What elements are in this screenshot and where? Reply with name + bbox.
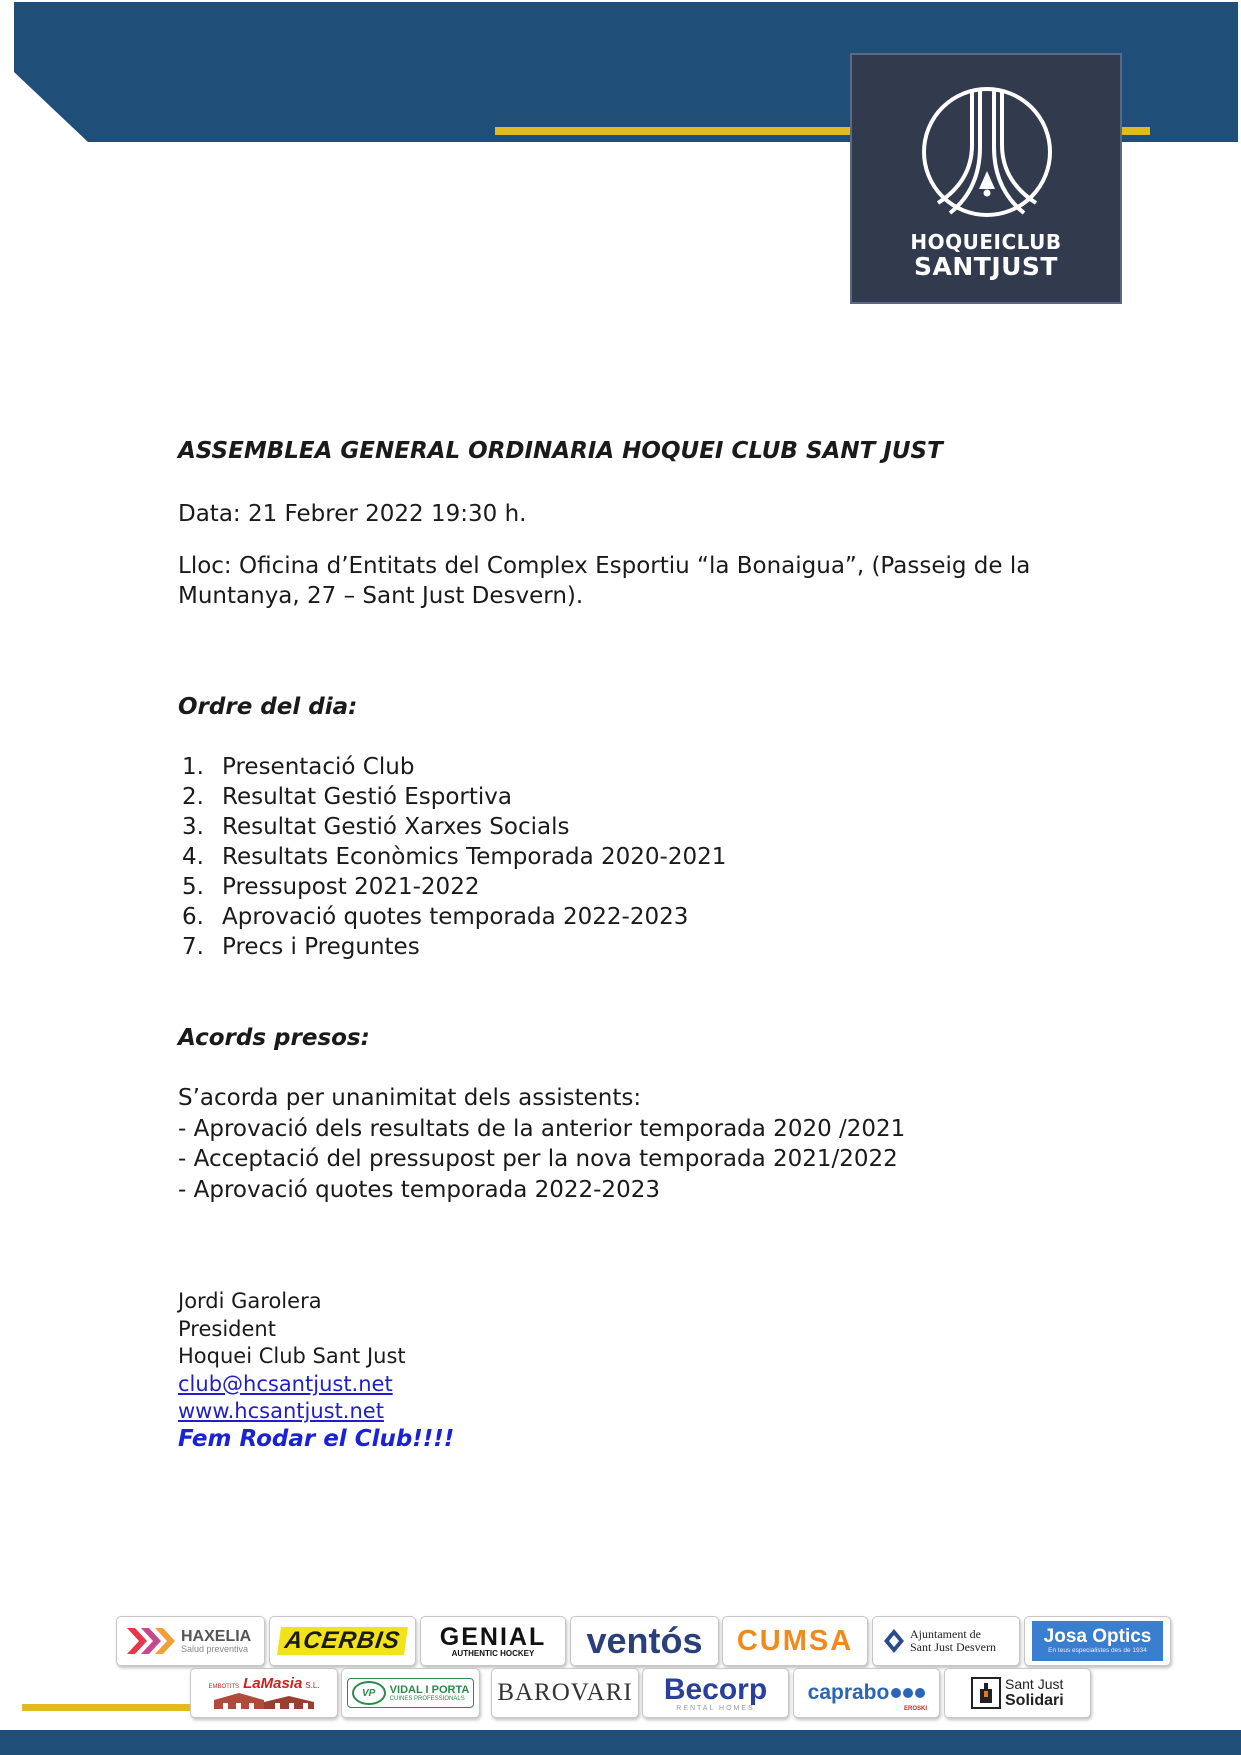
josa-name: Josa Optics	[1043, 1626, 1152, 1648]
list-item: - Acceptació del pressupost per la nova temporada 2021/2022	[178, 1146, 898, 1172]
acerbis-name: ACERBIS	[277, 1627, 408, 1655]
agenda-number: 7.	[182, 934, 204, 960]
agenda-list	[182, 752, 726, 962]
list-item	[182, 812, 726, 842]
agenda-text: Resultat Gestió Esportiva	[222, 784, 512, 810]
agenda-text: Resultat Gestió Xarxes Socials	[222, 814, 570, 840]
sponsor-ventos	[570, 1616, 719, 1666]
signer-name: Jordi Garolera	[178, 1289, 322, 1313]
footer-band	[0, 1700, 1241, 1755]
caprabo-sub: EROSKI	[903, 1706, 927, 1712]
agenda-heading: Ordre del dia:	[178, 694, 358, 720]
list-item	[182, 782, 726, 812]
barovari-name: BAROVARI	[497, 1679, 633, 1706]
list-item: - Aprovació quotes temporada 2022-2023	[178, 1176, 660, 1203]
agenda-number: 5.	[182, 874, 204, 900]
agenda-text: Pressupost 2021-2022	[222, 874, 480, 900]
genial-sub: AUTHENTIC HOCKEY	[451, 1648, 535, 1658]
josa-sub: En teus especialistes des de 1934	[1048, 1647, 1147, 1655]
logo-text-santjust: SANTJUST	[914, 252, 1058, 281]
website-link[interactable]: www.hcsantjust.net	[178, 1399, 384, 1423]
agenda-number: 6.	[182, 904, 204, 930]
meeting-date: Data: 21 Febrer 2022 19:30 h.	[178, 501, 527, 527]
document-title: ASSEMBLEA GENERAL ORDINARIA HOQUEI CLUB SANT JUST	[178, 438, 943, 464]
becorp-name: Becorp	[663, 1672, 768, 1706]
meeting-place-line1: Lloc: Oficina d’Entitats del Complex Esportiu “la Bonaigua”, (Passeig de la	[178, 553, 1031, 579]
haxelia-chevrons-icon	[125, 1626, 177, 1656]
caprabo-name: caprabo	[807, 1681, 890, 1704]
list-item	[182, 752, 726, 782]
signature-block	[178, 1288, 454, 1453]
agenda-number: 2.	[182, 784, 204, 810]
sponsor-acerbis	[269, 1616, 416, 1666]
ajuntament-diamond-icon	[883, 1628, 905, 1654]
agreements-intro: S’acorda per unanimitat dels assistents:	[178, 1085, 642, 1111]
solidari-sub: Solidari	[1005, 1691, 1064, 1709]
haxelia-name: HAXELIA	[181, 1627, 252, 1645]
agenda-text: Aprovació quotes temporada 2022-2023	[222, 904, 689, 930]
lamasia-post: S.L.	[305, 1680, 320, 1690]
sponsor-josa-optics	[1024, 1616, 1171, 1666]
sponsor-cumsa	[722, 1616, 868, 1666]
list-item: - Aprovació dels resultats de la anterior temporada 2020 /2021	[178, 1115, 906, 1142]
signer-role: President	[178, 1316, 276, 1341]
vidal-porta-name: VIDAL I PORTA	[389, 1683, 470, 1696]
genial-name: GENIAL	[439, 1622, 547, 1651]
sponsor-genial	[420, 1616, 566, 1666]
vidal-porta-mark: VP	[352, 1681, 386, 1705]
club-emblem-icon	[920, 85, 1054, 219]
agenda-number: 4.	[182, 844, 204, 870]
list-item	[182, 902, 726, 932]
signer-organization: Hoquei Club Sant Just	[178, 1344, 406, 1368]
ventos-name: ventós	[586, 1620, 703, 1661]
logo-text-hoqueiclub: HOQUEICLUB	[910, 230, 1062, 254]
agenda-text: Resultats Econòmics Temporada 2020-2021	[222, 844, 727, 870]
agenda-text: Presentació Club	[222, 754, 415, 780]
agenda-text: Precs i Preguntes	[222, 934, 420, 960]
caprabo-dots-icon	[891, 1687, 925, 1699]
email-link[interactable]: club@hcsantjust.net	[178, 1371, 393, 1396]
agenda-number: 3.	[182, 814, 204, 840]
list-item	[182, 842, 726, 872]
sponsor-ajuntament	[872, 1616, 1020, 1666]
meeting-place	[178, 551, 1058, 611]
ajuntament-name: Ajuntament de	[910, 1626, 981, 1641]
cumsa-name: CUMSA	[736, 1624, 854, 1657]
becorp-sub: RENTAL HOMES	[676, 1704, 755, 1712]
meeting-place-line2: Muntanya, 27 – Sant Just Desvern).	[178, 583, 584, 609]
agenda-number: 1.	[182, 754, 204, 780]
club-motto: Fem Rodar el Club!!!!	[178, 1425, 455, 1452]
club-logo	[850, 53, 1122, 304]
agreements-block	[178, 1083, 905, 1205]
haxelia-sub: Salud preventiva	[181, 1643, 249, 1654]
lamasia-name: LaMasia	[243, 1674, 303, 1692]
sponsor-haxelia	[116, 1616, 265, 1666]
lamasia-pre: EMBOTITS	[208, 1683, 240, 1690]
ajuntament-sub: Sant Just Desvern	[910, 1640, 996, 1654]
solidari-name: Sant Just	[1005, 1675, 1064, 1692]
list-item	[182, 932, 726, 962]
agreements-heading: Acords presos:	[178, 1025, 370, 1051]
vidal-porta-sub: CUINES PROFESSIONALS	[389, 1695, 465, 1702]
list-item	[182, 872, 726, 902]
